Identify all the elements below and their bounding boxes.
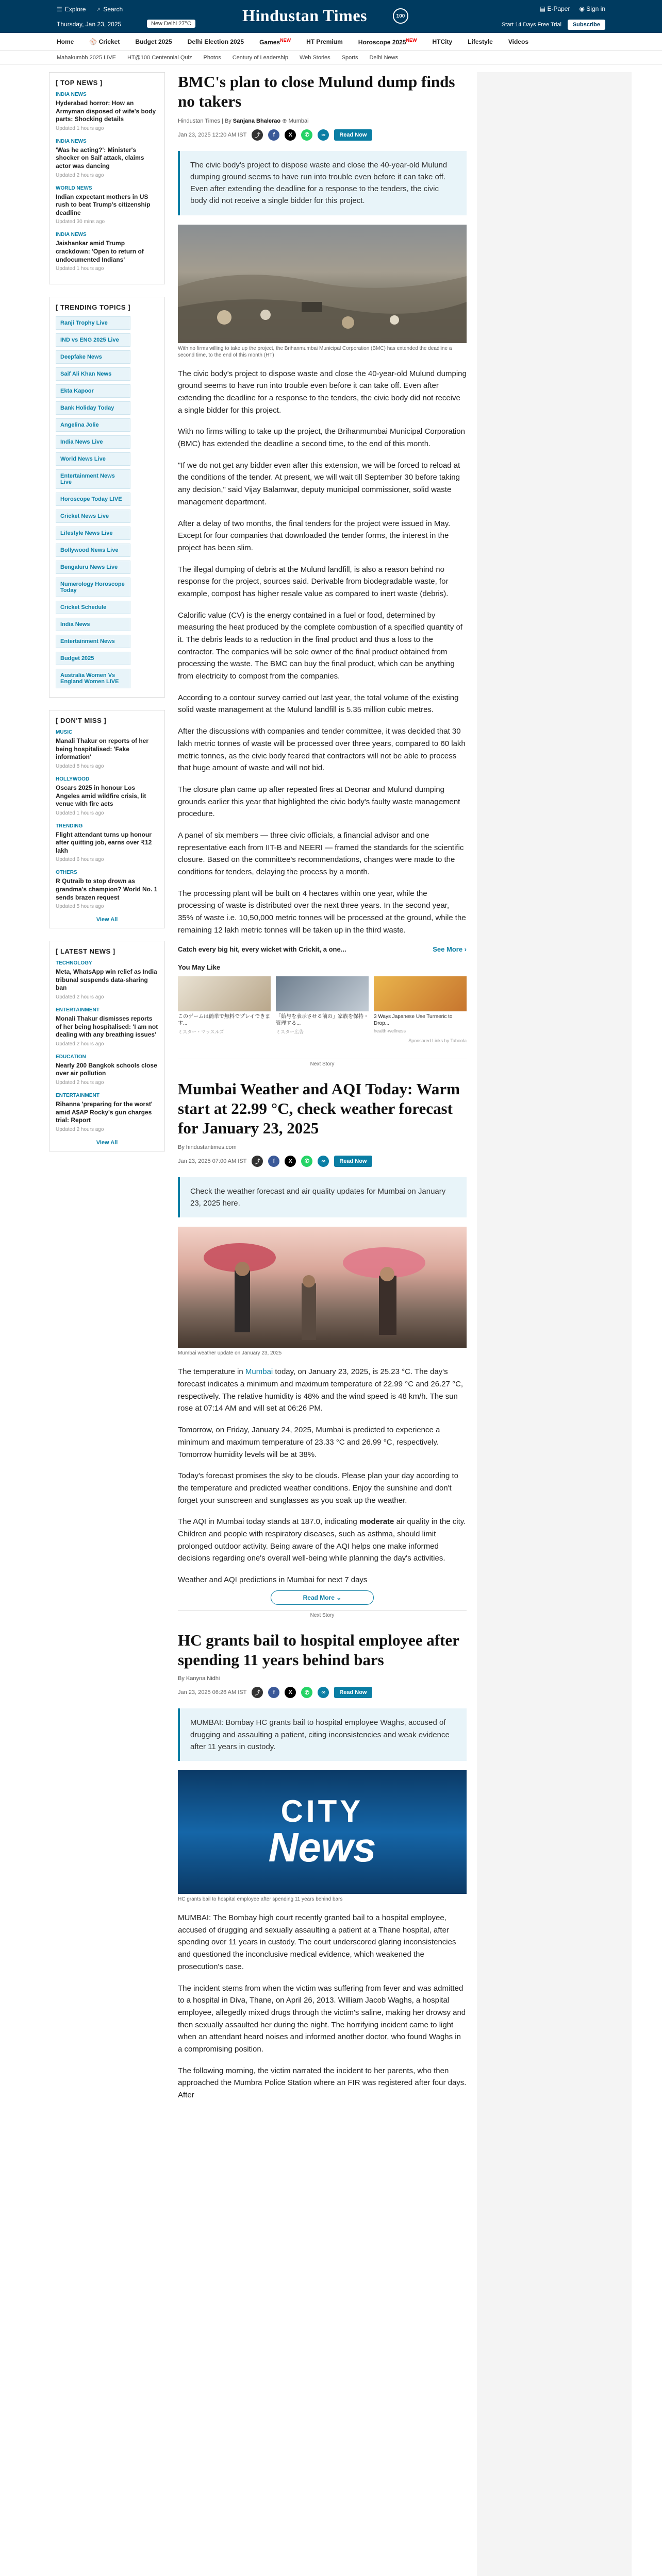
nav2-quiz[interactable]: HT@100 Centennial Quiz xyxy=(127,54,192,61)
current-date: Thursday, Jan 23, 2025 xyxy=(57,21,122,28)
list-item[interactable]: INDIA NEWS Hyderabad horror: How an Armyman disposed of wife's body parts: Shocking details Updated 1 hours ago xyxy=(56,92,156,131)
link-icon[interactable]: ∞ xyxy=(318,1687,329,1698)
byline: By hindustantimes.com xyxy=(178,1144,237,1150)
faded-paragraph: Weather and AQI predictions in Mumbai for next 7 days xyxy=(178,1575,368,1584)
trending-topic[interactable]: Ranji Trophy Live xyxy=(56,316,130,330)
news-text: News xyxy=(268,1824,376,1871)
paragraph: The processing plant will be built on 4 hectares within one year, while the processing of waste is distributed over the next three years. In the second year, 35% of waste i.e. 10,50,000 metric tonnes will be processed at the ground, while the remaining 12 lakh metric tonnes will be taken up in the third waste. xyxy=(178,889,466,935)
left-sidebar xyxy=(49,72,165,1164)
read-now-button[interactable]: Read Now xyxy=(334,1687,372,1698)
x-icon[interactable]: X xyxy=(285,1687,296,1698)
search-button[interactable]: ⌕ Search xyxy=(97,5,123,13)
paragraph: After the discussions with companies and tender committee, it was decided that 30 lakh metric tonnes of waste will be processed over three years, compared to 60 lakh metric tonnes, as the civic body feared that contractors will not be able to process that huge amount of waste and will not bid. xyxy=(178,727,466,773)
read-now-button[interactable]: Read Now xyxy=(334,1156,372,1167)
crickit-promo[interactable]: Catch every big hit, every wicket with Crickit, a one... See More › xyxy=(178,945,467,954)
photo-caption: HC grants bail to hospital employee after spending 11 years behind bars xyxy=(178,1896,343,1903)
link-icon[interactable]: ∞ xyxy=(318,1156,329,1167)
publish-date: Jan 23, 2025 12:20 AM IST xyxy=(178,131,247,138)
latest-news-heading: [ LATEST NEWS ] xyxy=(56,947,115,956)
article-summary: Check the weather forecast and air quality updates for Mumbai on January 23, 2025 here. xyxy=(178,1177,467,1218)
hamburger-icon: ☰ xyxy=(57,5,62,13)
photo-caption: Mumbai weather update on January 23, 2025 xyxy=(178,1350,282,1357)
list-item[interactable]: TRENDING Flight attendant turns up honour after quitting job, earns over ₹12 lakh Updated 6 hours ago xyxy=(56,823,152,863)
paragraph: The incident stems from when the victim was suffering from fever and was admitted to a hospital in Diva, Thane, on April 26, 2013. William Jacob Waghs, a hospital employee, allegedly mixed drugs through the victim's saline, making her drowsy and then sexually assaulted her during the night. The horrifying incident came to light when an attendant heard noises and informed another doctor, who found Waghs in a compromising position. xyxy=(178,1984,466,2054)
share-icon[interactable]: ⤴ xyxy=(252,1687,263,1698)
topbar-right xyxy=(540,5,605,12)
article-body xyxy=(178,1912,467,2102)
link-icon[interactable]: ∞ xyxy=(318,129,329,141)
whatsapp-icon[interactable]: ✆ xyxy=(301,1156,312,1167)
article-mulund xyxy=(178,72,467,1043)
nav-delhi-election[interactable]: Delhi Election 2025 xyxy=(187,38,244,45)
article-title: HC grants bail to hospital employee after spending 11 years behind bars xyxy=(178,1631,459,1669)
top-news-box xyxy=(49,72,165,284)
nav2-sports[interactable]: Sports xyxy=(341,54,358,61)
trending-topic[interactable]: Numerology Horoscope Today xyxy=(56,578,130,597)
paragraph: With no firms willing to take up the project, the Brihanmumbai Municipal Corporation (BMC) has extended the deadline a second time, to the end of this month. xyxy=(178,427,465,449)
nav2-mahakumbh[interactable]: Mahakumbh 2025 LIVE xyxy=(57,54,116,61)
nav2-web-stories[interactable]: Web Stories xyxy=(299,54,330,61)
article-photo xyxy=(178,1227,467,1348)
facebook-icon[interactable]: f xyxy=(268,129,279,141)
main-content xyxy=(178,72,467,2111)
article-meta xyxy=(178,1156,467,1167)
paragraph: "If we do not get any bidder even after this extension, we will be forced to reload at the conditions of the tender. At present, we will wait till September 30 before taking any decision," said Vijay Balamwar, deputy municipal commissioner, solid waste management department. xyxy=(178,461,460,506)
dont-miss-box xyxy=(49,710,165,928)
trending-topic[interactable]: Australia Women Vs England Women LIVE xyxy=(56,669,130,688)
new-badge: NEW xyxy=(406,37,417,43)
signin-link[interactable]: ◉ Sign in xyxy=(579,5,605,12)
dont-miss-heading: [ DON'T MISS ] xyxy=(56,717,107,725)
see-more-link[interactable]: See More › xyxy=(433,945,467,954)
dump-photo-illustration xyxy=(178,225,467,343)
nav-games[interactable]: Games$^{NEW}$ xyxy=(259,37,291,46)
nav-videos[interactable]: Videos xyxy=(508,38,528,45)
trending-topic[interactable]: Horoscope Today LIVE xyxy=(56,493,130,506)
paragraph: Tomorrow, on Friday, January 24, 2025, Mumbai is predicted to experience a minimum and maximum temperature of 23.33 °C and 26.99 °C, respectively. Tomorrow humidity levels will be at 38%. xyxy=(178,1426,440,1459)
city-text: CITY xyxy=(280,1794,364,1829)
nav2-photos[interactable]: Photos xyxy=(203,54,221,61)
paragraph: A panel of six members — three civic officials, a financial advisor and one representative each from IIT-B and NEERI — framed the standards for the scientific closure. Based on the committee's recommendations, changes were made to the conditions for tenders, delaying the process by a month. xyxy=(178,831,464,876)
author-link[interactable]: Sanjana Bhalerao xyxy=(233,117,281,124)
article-weather xyxy=(178,1079,467,1604)
nav-budget[interactable]: Budget 2025 xyxy=(135,38,172,45)
list-item[interactable]: ENTERTAINMENT Rihanna 'preparing for the worst' amid A$AP Rocky's gun charges trial: Report Updated 2 hours ago xyxy=(56,1093,153,1132)
article-photo xyxy=(178,1770,467,1894)
list-item[interactable]: MUSIC Manali Thakur on reports of her being hospitalised: 'Fake information' Updated 8 hours ago xyxy=(56,730,149,769)
article-hc-bail xyxy=(178,1631,467,2102)
x-icon[interactable]: X xyxy=(285,1156,296,1167)
trending-topic[interactable]: Angelina Jolie xyxy=(56,418,130,432)
trending-topic[interactable]: Cricket News Live xyxy=(56,510,130,523)
trending-topic[interactable]: Saif Ali Khan News xyxy=(56,367,130,381)
taboola-label[interactable]: Sponsored Links by Taboola xyxy=(408,1038,467,1044)
x-icon[interactable]: X xyxy=(285,129,296,141)
new-badge: NEW xyxy=(280,37,291,43)
trending-topic[interactable]: India News xyxy=(56,618,130,631)
explore-menu[interactable]: ☰ Explore xyxy=(57,5,86,13)
epaper-link[interactable]: ▤ E-Paper xyxy=(539,5,570,12)
byline: By Kanyna Nidhi xyxy=(178,1675,220,1682)
latest-news-box xyxy=(49,941,165,1151)
paragraph: The civic body's project to dispose waste and close the 40-year-old Mulund dumping ground seems to have run into trouble even before it can take off. Even after extending the deadline for a response to the tenders, the civic body did not receive a single bidder for this project. xyxy=(178,369,467,415)
trending-topic[interactable]: Lifestyle News Live xyxy=(56,527,130,540)
city-weather[interactable]: New Delhi 27°C xyxy=(147,20,195,28)
you-may-like-heading: You May Like xyxy=(178,963,221,972)
user-icon: ◉ xyxy=(579,5,587,12)
search-icon: ⌕ xyxy=(97,5,101,12)
top-news-heading: [ TOP NEWS ] xyxy=(56,79,103,87)
trending-topic[interactable]: Cricket Schedule xyxy=(56,601,130,614)
nav-ht-premium[interactable]: HT Premium xyxy=(306,38,343,45)
sponsored-ads xyxy=(178,976,467,1035)
subscribe-button[interactable]: Subscribe xyxy=(568,20,605,30)
nav-lifestyle[interactable]: Lifestyle xyxy=(468,38,493,45)
ad-image xyxy=(374,976,467,1011)
topbar-left xyxy=(57,5,123,13)
share-icon[interactable]: ⤴ xyxy=(252,1156,263,1167)
paragraph: According to a contour survey carried out last year, the total volume of the existing solid waste management at the Mulund landfill is 5.35 million cubic metres. xyxy=(178,693,459,715)
list-item[interactable]: OTHERS R Qutraib to stop drown as grandma's champion? World No. 1 sends brazen request Updated 5 hours ago xyxy=(56,870,158,910)
article-title: Mumbai Weather and AQI Today: Warm start at 22.99 °C, check weather forecast for January 23, 2025 xyxy=(178,1080,460,1138)
article-body xyxy=(178,368,467,937)
article-meta xyxy=(178,1687,467,1698)
ad-image xyxy=(276,976,369,1011)
view-all-link[interactable]: View All xyxy=(96,1139,118,1146)
ad-image xyxy=(178,976,271,1011)
paragraph: The illegal dumping of debris at the Mulund landfill, is also a reason behind no response for the project, sources said. Derivable from biodegradable waste, for example, compost has higher resale value as compared to inert waste (debris). xyxy=(178,565,449,598)
ad-card[interactable]: 「給与を表示させる前の」家族を保持・管理する... ミスター広告 xyxy=(276,976,369,1035)
next-story-divider: Next Story xyxy=(178,1610,467,1618)
list-item[interactable]: ENTERTAINMENT Monali Thakur dismisses reports of her being hospitalised: 'I am not dealing with any breathing issues' Updated 2 hours ago xyxy=(56,1007,158,1047)
paragraph: Today's forecast promises the sky to be clouds. Please plan your day according to the temperature and predicted weather conditions. Enjoy the sunshine and don't forget your sunscreen and sunglasses as you soak up the weather. xyxy=(178,1471,458,1505)
nav-htcity[interactable]: HTCity xyxy=(432,38,453,45)
read-more-button[interactable]: Read More ⌄ xyxy=(271,1590,374,1605)
next-story-divider: Next Story xyxy=(178,1059,467,1067)
mumbai-link[interactable]: Mumbai xyxy=(245,1367,273,1377)
trending-topic[interactable]: Bank Holiday Today xyxy=(56,401,130,415)
whatsapp-icon[interactable]: ✆ xyxy=(301,129,312,141)
cricket-icon: ⚾ xyxy=(89,38,99,45)
paragraph: The following morning, the victim narrated the incident to her parents, who then approached the Mumbra Police Station where an FIR was registered after four days. After xyxy=(178,2066,467,2099)
primary-nav xyxy=(0,33,662,50)
read-now-button[interactable]: Read Now xyxy=(334,129,372,141)
list-item[interactable]: EDUCATION Nearly 200 Bangkok schools close over air pollution Updated 2 hours ago xyxy=(56,1054,157,1086)
list-item[interactable]: INDIA NEWS 'Was he acting?': Minister's shocker on Saif attack, claims actor was dancing Updated 2 hours ago xyxy=(56,138,144,178)
list-item[interactable]: HOLLYWOOD Oscars 2025 in honour Los Angeles amid wildfire crisis, lit venue with fire acts Updated 1 hours ago xyxy=(56,776,146,816)
trending-heading: [ TRENDING TOPICS ] xyxy=(56,303,131,312)
trending-topic[interactable]: Budget 2025 xyxy=(56,652,130,665)
secondary-nav xyxy=(0,50,662,65)
nav2-delhi[interactable]: Delhi News xyxy=(369,54,399,61)
list-item[interactable]: TECHNOLOGY Meta, WhatsApp win relief as India tribunal suspends data-sharing ban Updated 2 hours ago xyxy=(56,960,157,1001)
plus-icon[interactable]: ⊕ xyxy=(282,117,289,124)
trending-topic[interactable]: IND vs ENG 2025 Live xyxy=(56,333,130,347)
trending-topic[interactable]: World News Live xyxy=(56,452,130,466)
paragraph: The AQI in Mumbai today stands at 187.0, indicating moderate air quality in the city. Children and people with respiratory diseases, such as asthma, should limit prolonged outdoor activity. Being aware of the AQI helps one make informed decisions regarding one's overall well-being while planning the day's activities. xyxy=(178,1517,466,1563)
trending-topic[interactable]: Entertainment News Live xyxy=(56,469,130,489)
trending-topic[interactable]: India News Live xyxy=(56,435,130,449)
whatsapp-icon[interactable]: ✆ xyxy=(301,1687,312,1698)
publish-date: Jan 23, 2025 06:26 AM IST xyxy=(178,1689,247,1696)
nav2-century[interactable]: Century of Leadership xyxy=(232,54,288,61)
ad-card[interactable]: このゲームは簡単で無料でプレイできます... ミスター・マッスルズ xyxy=(178,976,271,1035)
article-photo xyxy=(178,225,467,343)
centenary-badge: 100 xyxy=(393,8,408,24)
newspaper-icon: ▤ xyxy=(539,5,548,12)
facebook-icon[interactable]: f xyxy=(268,1156,279,1167)
photo-caption: With no firms willing to take up the project, the Brihanmumbai Municipal Corporation (BMC) has extended the deadline a second time, to the end of this month (HT) xyxy=(178,345,452,358)
article-summary: The civic body's project to dispose waste and close the 40-year-old Mulund dumping ground seems to have run into trouble even before it can take off. Even after extending the deadline for a response to the tenders, the civic body did not receive a single bidder for this project. xyxy=(178,151,467,215)
nav-home[interactable]: Home xyxy=(57,38,74,45)
view-all-link[interactable]: View All xyxy=(96,917,118,923)
article-title: BMC's plan to close Mulund dump finds no takers xyxy=(178,73,455,110)
byline: Hindustan Times | By Sanjana Bhalerao ⊕ Mumbai xyxy=(178,117,309,124)
trending-topics-box xyxy=(49,297,165,698)
paragraph: Calorific value (CV) is the energy contained in a fuel or food, determined by measuring the heat produced by the complete combustion of a specified quantity of it. The debris leads to a reduction in the final product and thus a loss to the contractor. The companies will be sole owner of the final product obtained from processing the waste. The BMC can buy the final product, which can be anything from electricity to compost from the companies. xyxy=(178,611,463,681)
paragraph: After a delay of two months, the final tenders for the project were issued in May. Except for four companies that downloaded the tender forms, the interest in the project has been slim. xyxy=(178,519,451,552)
facebook-icon[interactable]: f xyxy=(268,1687,279,1698)
trending-list xyxy=(56,316,158,688)
trending-topic[interactable]: Deepfake News xyxy=(56,350,130,364)
ad-card[interactable]: 3 Ways Japanese Use Turmeric to Drop... health-wellness xyxy=(374,976,467,1035)
trial-text: Start 14 Days Free Trial xyxy=(501,22,561,28)
nav-horoscope[interactable]: Horoscope $2025^{NEW}$ xyxy=(358,37,417,46)
list-item[interactable]: WORLD NEWS Indian expectant mothers in US rush to beat Trump's citizenship deadline Updated 30 mins ago xyxy=(56,185,151,225)
paragraph: MUMBAI: The Bombay high court recently granted bail to a hospital employee, accused of drugging and sexually assaulting a patient at a Thane hospital, after spending over 11 years in custody. The court underscored glaring inconsistencies and questioned the inconclusive medical evidence, which weakened the prosecution's case. xyxy=(178,1913,456,1971)
article-summary: MUMBAI: Bombay HC grants bail to hospital employee Waghs, accused of drugging and assaulting a patient, citing inconsistencies and weak evidence after 11 years in custody. xyxy=(178,1708,467,1761)
article-meta xyxy=(178,129,467,141)
top-bar xyxy=(0,0,662,33)
list-item[interactable]: INDIA NEWS Jaishankar amid Trump crackdown: 'Open to return of undocumented Indians' Updated 1 hours ago xyxy=(56,232,144,272)
trending-topic[interactable]: Bengaluru News Live xyxy=(56,561,130,574)
paragraph: The temperature in Mumbai today, on January 23, 2025, is 25.23 °C. The day's forecast indicates a minimum and maximum temperature of 22.99 °C and 26.27 °C, respectively. The relative humidity is 48% and the wind speed is 48 km/h. The sun rose at 07:14 AM and will set at 06:26 PM. xyxy=(178,1367,464,1413)
trending-topic[interactable]: Ekta Kapoor xyxy=(56,384,130,398)
weather-photo-illustration xyxy=(178,1227,467,1348)
share-icon[interactable]: ⤴ xyxy=(252,129,263,141)
trending-topic[interactable]: Entertainment News xyxy=(56,635,130,648)
paragraph: The closure plan came up after repeated fires at Deonar and Mulund dumping grounds earlier this year that highlighted the civic body's faulty waste management procedure. xyxy=(178,785,460,819)
trending-topic[interactable]: Bollywood News Live xyxy=(56,544,130,557)
right-ad-rail xyxy=(477,72,632,2576)
publish-date: Jan 23, 2025 07:00 AM IST xyxy=(178,1158,247,1164)
nav-cricket[interactable]: ⚾ Cricket xyxy=(89,38,120,45)
site-logo[interactable]: Hindustan Times xyxy=(242,6,367,25)
